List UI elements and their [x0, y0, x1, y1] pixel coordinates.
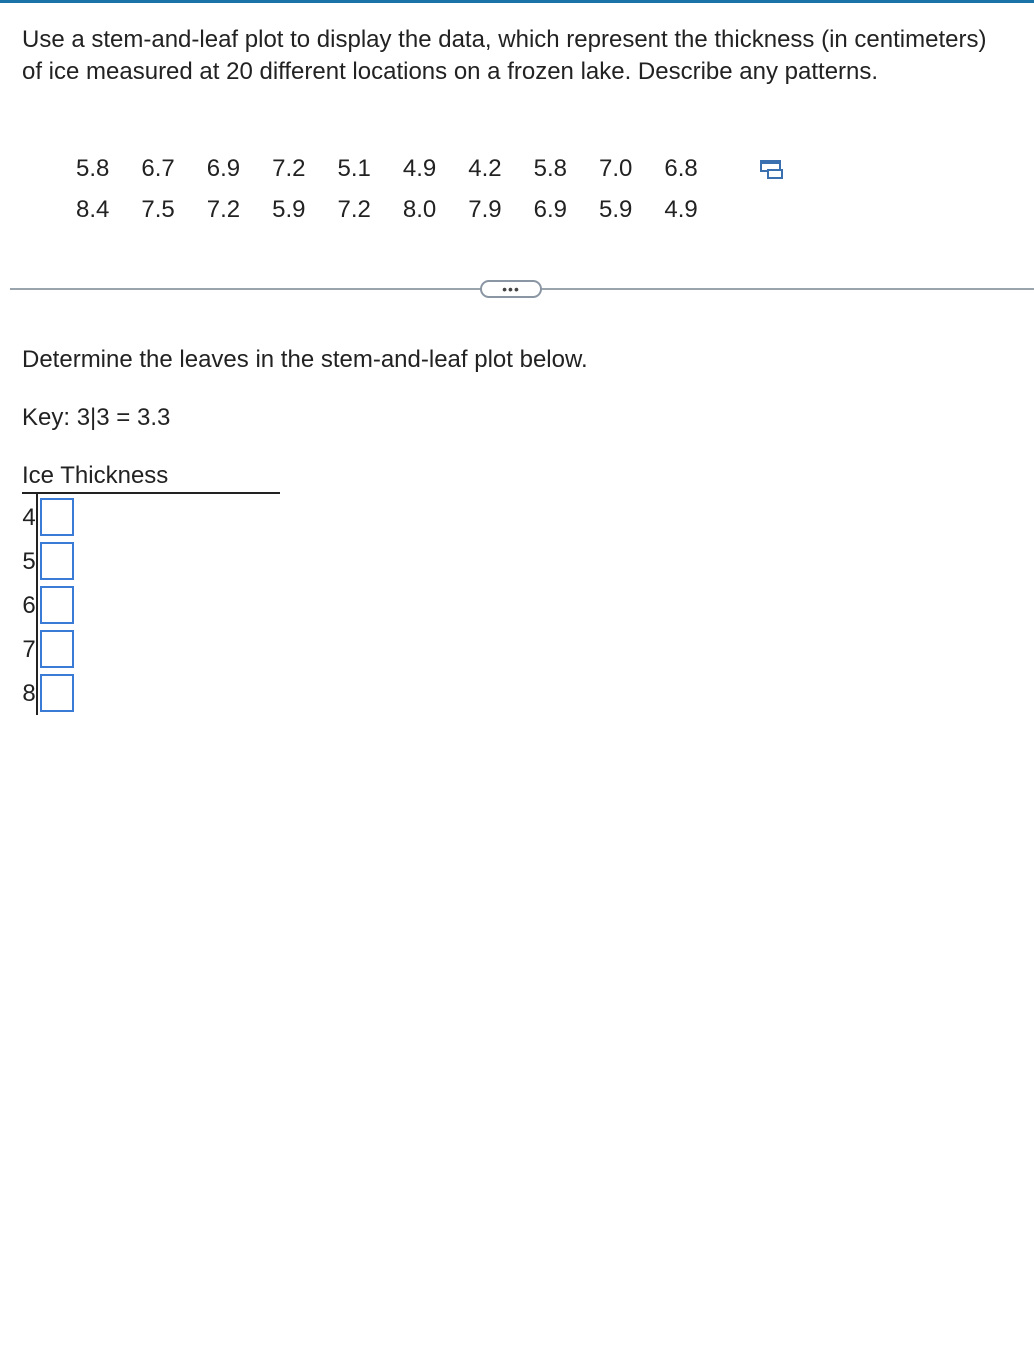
data-value: 5.8	[76, 154, 110, 182]
show-more-button[interactable]	[480, 280, 542, 298]
data-value: 4.2	[468, 154, 502, 182]
data-value: 6.8	[664, 154, 698, 182]
top-accent-bar	[0, 0, 1034, 3]
data-value: 7.2	[206, 195, 241, 223]
copy-icon[interactable]	[759, 158, 785, 180]
plot-key: Key: 3|3 = 3.3	[22, 404, 171, 431]
data-value: 6.7	[141, 154, 175, 182]
ellipsis-icon: •••	[502, 281, 520, 297]
plot-title: Ice Thickness	[22, 462, 169, 489]
data-value: 5.8	[533, 154, 567, 182]
data-value: 7.5	[141, 195, 175, 223]
stem-label: 8	[22, 680, 36, 707]
stem-divider-line	[36, 494, 38, 715]
leaf-input-stem-4[interactable]	[40, 498, 74, 536]
data-value: 7.9	[468, 195, 502, 223]
leaf-input-stem-7[interactable]	[40, 630, 74, 668]
leaf-input-stem-5[interactable]	[40, 542, 74, 580]
leaf-input-stem-6[interactable]	[40, 586, 74, 624]
data-table	[60, 148, 714, 230]
stem-label: 6	[22, 592, 36, 619]
title-underline	[22, 492, 280, 494]
data-value: 7.0	[599, 154, 633, 182]
data-row	[60, 189, 714, 230]
stem-label: 4	[22, 504, 36, 531]
data-value: 6.9	[533, 195, 567, 223]
data-value: 8.0	[402, 195, 437, 223]
data-value: 7.2	[337, 195, 371, 223]
instruction-text: Determine the leaves in the stem-and-leaf plot below.	[22, 346, 588, 373]
leaf-input-stem-8[interactable]	[40, 674, 74, 712]
question-text: Use a stem-and-leaf plot to display the data, which represent the thickness (in centimeters) of ice measured at 20 different locations on a frozen lake. Describe any patterns.	[22, 26, 987, 85]
stem-label: 7	[22, 636, 36, 663]
data-value: 5.1	[337, 154, 371, 182]
data-value: 4.9	[402, 154, 437, 182]
data-value: 5.9	[599, 195, 633, 223]
data-value: 4.9	[664, 195, 698, 223]
data-row	[60, 148, 714, 189]
data-value: 6.9	[206, 154, 241, 182]
data-value: 7.2	[272, 154, 306, 182]
stem-label: 5	[22, 548, 36, 575]
data-value: 8.4	[76, 195, 110, 223]
data-value: 5.9	[272, 195, 306, 223]
